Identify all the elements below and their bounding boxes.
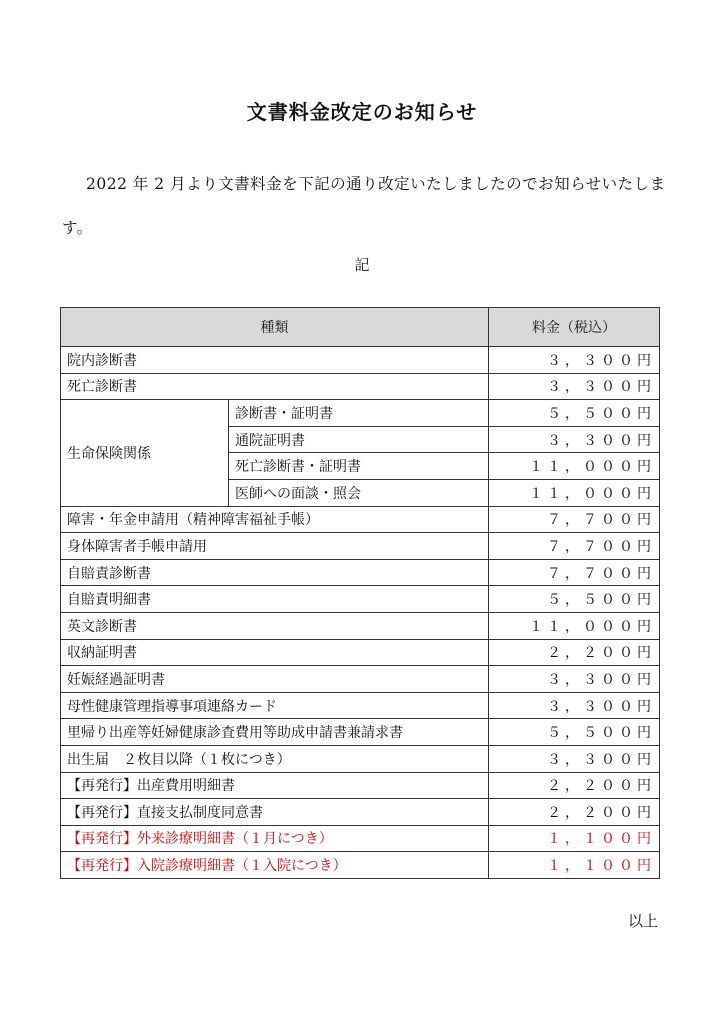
row-price: ７，７００円 <box>489 559 660 586</box>
table-row <box>61 506 660 533</box>
closing-text: 以上 <box>627 912 658 930</box>
row-price: ２，２００円 <box>489 639 660 666</box>
row-name: 収納証明書 <box>61 639 489 666</box>
table-row <box>61 852 660 879</box>
row-price: １，１００円 <box>489 852 660 879</box>
table-row <box>61 692 660 719</box>
row-price: ３，３００円 <box>489 745 660 772</box>
table-row <box>61 719 660 746</box>
row-price: １１，０００円 <box>489 479 660 506</box>
row-name: 死亡診断書 <box>61 373 489 400</box>
table-row <box>61 825 660 852</box>
fee-table <box>60 307 660 879</box>
table-row <box>61 745 660 772</box>
table-header-row <box>61 308 660 347</box>
table-row <box>61 347 660 374</box>
row-price: ７，７００円 <box>489 506 660 533</box>
row-price: ７，７００円 <box>489 533 660 560</box>
table-row <box>61 533 660 560</box>
table-row <box>61 772 660 799</box>
row-price: ３，３００円 <box>489 373 660 400</box>
row-price: ５，５００円 <box>489 400 660 427</box>
row-name: 【再発行】入院診療明細書（１入院につき） <box>61 852 489 879</box>
row-name: 通院証明書 <box>229 426 489 453</box>
page-title: 文書料金改定のお知らせ <box>246 100 478 124</box>
row-price: ５，５００円 <box>489 719 660 746</box>
row-price: ３，３００円 <box>489 426 660 453</box>
row-name: 【再発行】外来診療明細書（１月につき） <box>61 825 489 852</box>
row-name: 自賠責明細書 <box>61 586 489 613</box>
table-row <box>61 559 660 586</box>
row-price: １１，０００円 <box>489 453 660 480</box>
table-row <box>61 373 660 400</box>
row-name: 医師への面談・照会 <box>229 479 489 506</box>
row-price: １１，０００円 <box>489 612 660 639</box>
row-name: 出生届 ２枚目以降（１枚につき） <box>61 745 489 772</box>
table-row <box>61 586 660 613</box>
row-price: ３，３００円 <box>489 666 660 693</box>
header-price: 料金（税込） <box>489 308 660 347</box>
row-price: ３，３００円 <box>489 692 660 719</box>
row-price: ２，２００円 <box>489 799 660 826</box>
row-name: 死亡診断書・証明書 <box>229 453 489 480</box>
table-row <box>61 666 660 693</box>
table-row <box>61 799 660 826</box>
intro-paragraph: 2022 年 2 月より文書料金を下記の通り改定いたしましたのでお知らせいたします。 <box>62 175 666 237</box>
row-name: 診断書・証明書 <box>229 400 489 427</box>
row-name: 院内診断書 <box>61 347 489 374</box>
table-body <box>61 506 660 878</box>
row-price: ３，３００円 <box>489 347 660 374</box>
table-row <box>61 400 660 427</box>
group-life-insurance: 生命保険関係 <box>61 400 229 506</box>
row-name: 自賠責診断書 <box>61 559 489 586</box>
row-name: 英文診断書 <box>61 612 489 639</box>
row-name: 【再発行】出産費用明細書 <box>61 772 489 799</box>
table-row <box>61 612 660 639</box>
row-price: １，１００円 <box>489 825 660 852</box>
row-name: 里帰り出産等妊婦健康診査費用等助成申請書兼請求書 <box>61 719 489 746</box>
row-name: 身体障害者手帳申請用 <box>61 533 489 560</box>
header-type: 種類 <box>61 308 489 347</box>
row-name: 母性健康管理指導事項連絡カード <box>61 692 489 719</box>
row-name: 【再発行】直接支払制度同意書 <box>61 799 489 826</box>
row-name: 障害・年金申請用（精神障害福祉手帳） <box>61 506 489 533</box>
row-price: ２，２００円 <box>489 772 660 799</box>
row-name: 妊娠経過証明書 <box>61 666 489 693</box>
table-row <box>61 639 660 666</box>
row-price: ５，５００円 <box>489 586 660 613</box>
ki-label: 記 <box>354 256 370 274</box>
